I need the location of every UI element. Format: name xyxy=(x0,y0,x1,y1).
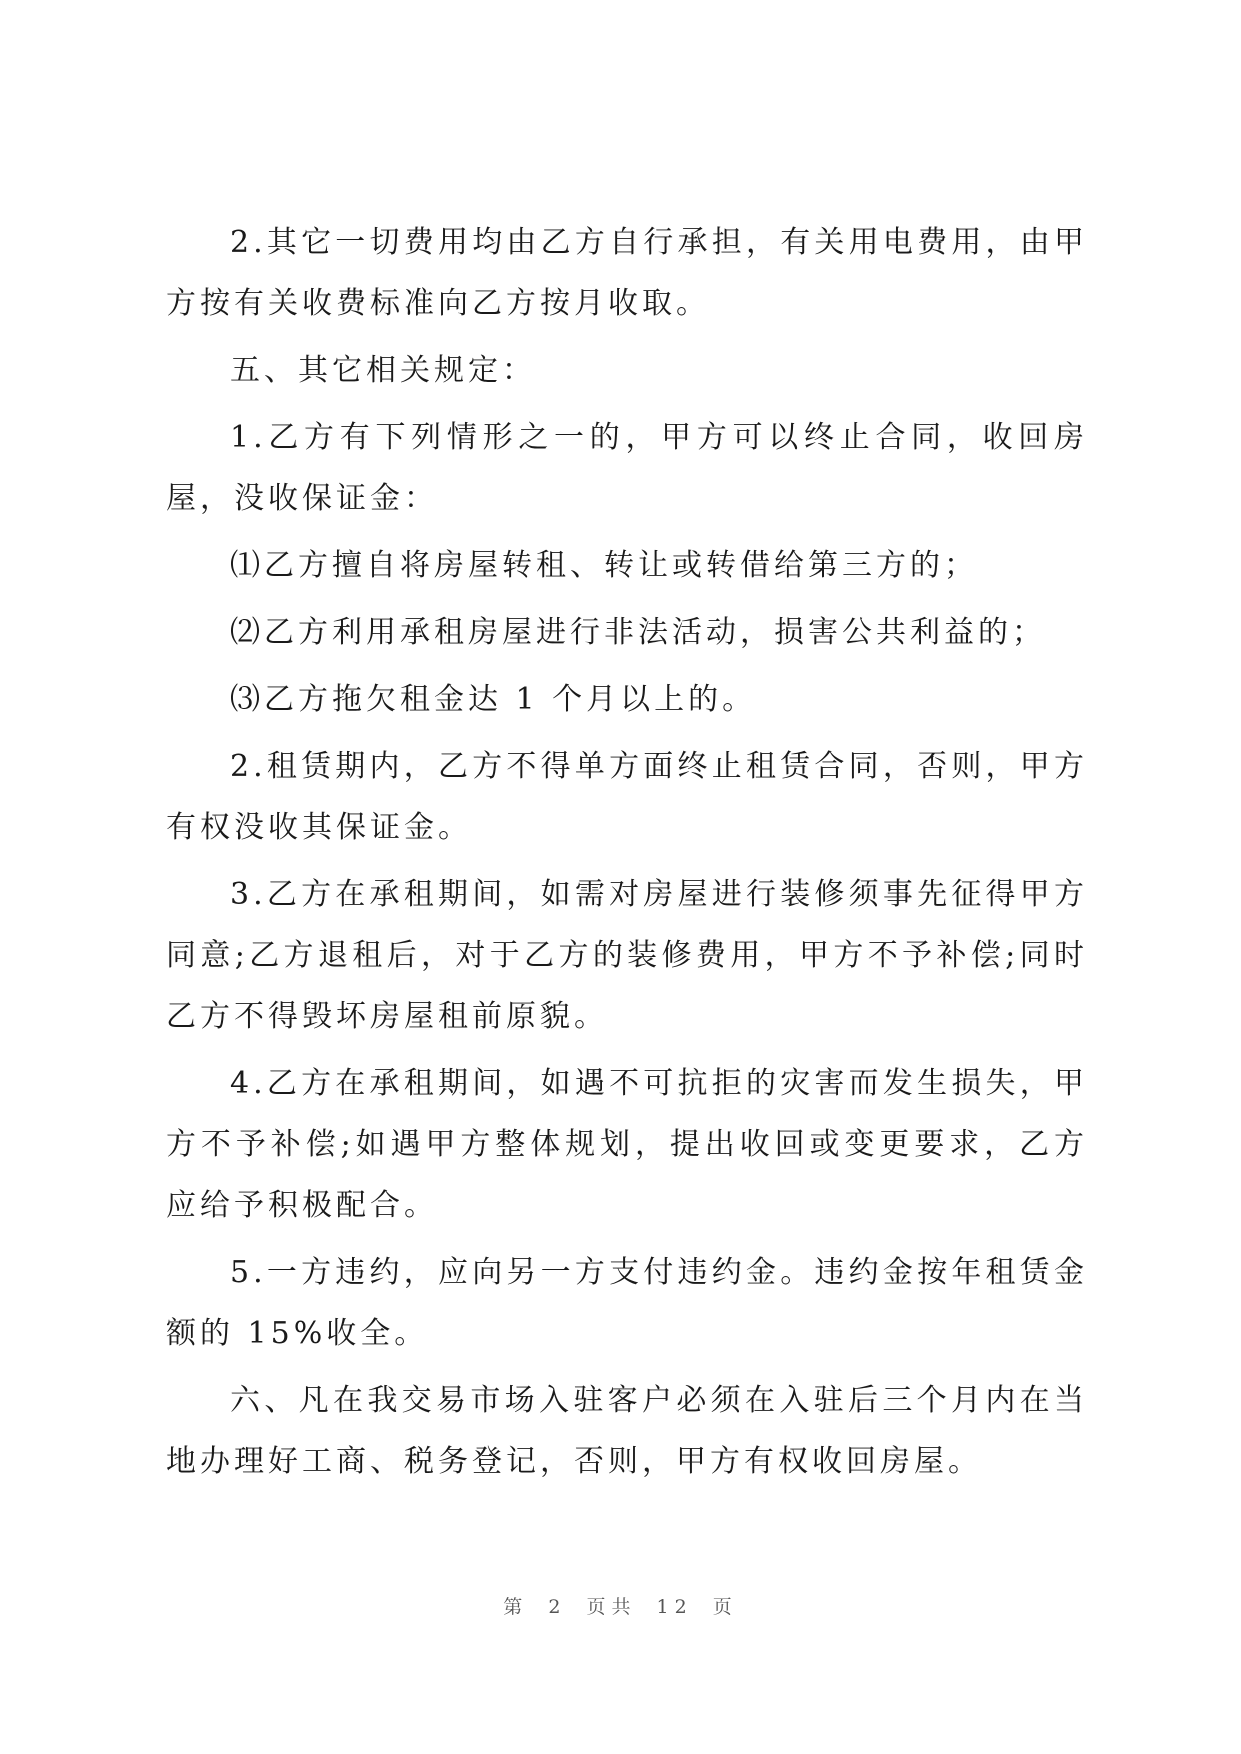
clause-5-5-penalty: 5.一方违约，应向另一方支付违约金。违约金按年租赁金额的 15%收全。 xyxy=(166,1255,1088,1351)
clause-5-3-renovation: 3.乙方在承租期间，如需对房屋进行装修须事先征得甲方同意;乙方退租后，对于乙方的装修费用，甲方不予补偿;同时乙方不得毁坏房屋租前原貌。 xyxy=(166,877,1088,1034)
list-item-illegal-use: ⑵乙方利用承租房屋进行非法活动，损害公共利益的； xyxy=(230,615,1046,650)
list-item-sublet: ⑴乙方擅自将房屋转租、转让或转借给第三方的； xyxy=(230,548,978,583)
clause-5-2-unilateral-termination: 2.租赁期内，乙方不得单方面终止租赁合同，否则，甲方有权没收其保证金。 xyxy=(166,749,1088,845)
section-6-registration: 六、凡在我交易市场入驻客户必须在入驻后三个月内在当地办理好工商、税务登记，否则，甲方有权收回房屋。 xyxy=(166,1383,1088,1479)
section-5-heading: 五、其它相关规定： xyxy=(230,353,536,388)
document-body xyxy=(166,212,1088,1492)
list-item-rent-arrears: ⑶乙方拖欠租金达 1 个月以上的。 xyxy=(230,682,757,717)
clause-5-1-termination: 1.乙方有下列情形之一的，甲方可以终止合同，收回房屋，没收保证金： xyxy=(166,420,1088,516)
page-number-footer: 第 2 页共 12 页 xyxy=(503,1596,738,1618)
clause-2-fees: 2.其它一切费用均由乙方自行承担，有关用电费用，由甲方按有关收费标准向乙方按月收取。 xyxy=(166,225,1088,321)
clause-5-4-force-majeure: 4.乙方在承租期间，如遇不可抗拒的灾害而发生损失，甲方不予补偿;如遇甲方整体规划，提出收回或变更要求，乙方应给予积极配合。 xyxy=(166,1066,1088,1223)
